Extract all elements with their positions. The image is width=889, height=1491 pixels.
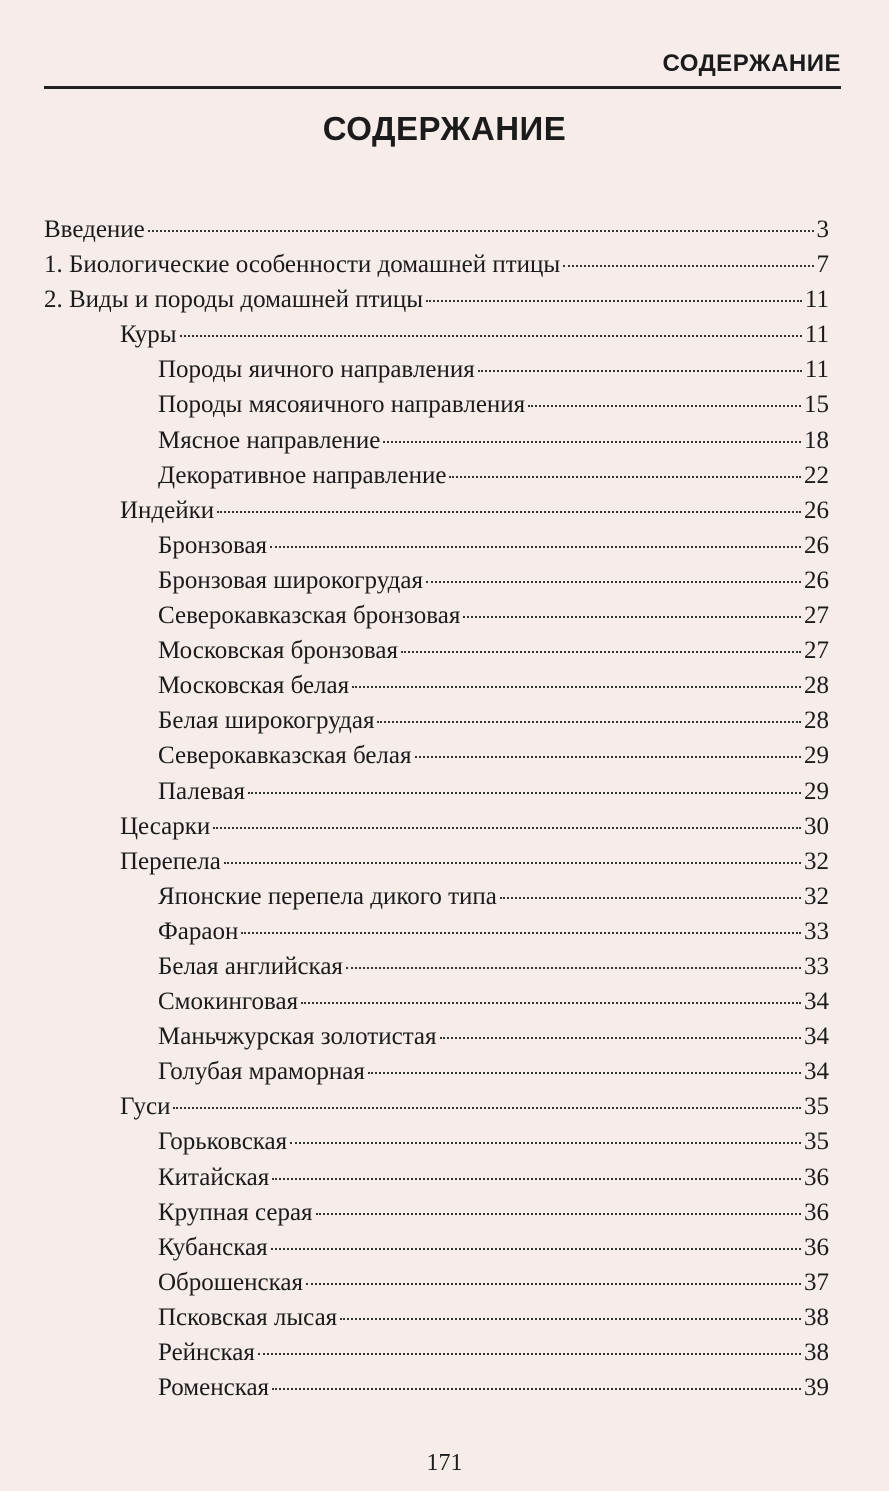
dot-leader: [340, 1318, 801, 1320]
dot-leader: [415, 756, 801, 758]
toc-entry-label: Оброшенская: [158, 1268, 303, 1296]
toc-entry: [44, 738, 829, 773]
toc-entry-label: Белая широкогрудая: [158, 707, 375, 735]
toc-entry: [44, 1160, 829, 1195]
toc-entry: [44, 282, 829, 317]
toc-entry-page: 28: [804, 672, 829, 700]
toc-entry-page: 11: [804, 286, 829, 314]
toc-entry-label: Декоративное направление: [158, 461, 447, 489]
toc-entry: [44, 879, 829, 914]
dot-leader: [500, 897, 801, 899]
toc-entry-label: Псковская лысая: [158, 1303, 338, 1331]
dot-leader: [383, 441, 801, 443]
dot-leader: [272, 1178, 801, 1180]
dot-leader: [258, 1353, 801, 1355]
toc-entry: [44, 949, 829, 984]
toc-entry: [44, 528, 829, 563]
toc-entry-label: Горьковская: [158, 1128, 288, 1156]
toc-entry-label: Индейки: [120, 496, 215, 524]
toc-entry-page: 30: [804, 812, 829, 840]
dot-leader: [463, 616, 801, 618]
page-title: СОДЕРЖАНИЕ: [322, 110, 567, 147]
toc-entry-page: 28: [804, 707, 829, 735]
dot-leader: [316, 1213, 801, 1215]
dot-leader: [290, 1142, 801, 1144]
dot-leader: [173, 1107, 801, 1109]
dot-leader: [352, 686, 801, 688]
toc-entry-page: 26: [804, 566, 829, 594]
running-head: СОДЕРЖАНИЕ: [662, 50, 841, 77]
toc-entry-label: Цесарки: [120, 812, 211, 840]
toc-entry-label: 1. Биологические особенности домашней птицы: [44, 251, 561, 279]
toc-entry-page: 33: [804, 952, 829, 980]
toc-entry-label: Северокавказская белая: [158, 742, 412, 770]
toc-entry-page: 29: [804, 742, 829, 770]
toc-entry-label: Смокинговая: [158, 988, 299, 1016]
toc-entry-label: Китайская: [158, 1163, 270, 1191]
toc-entry: [44, 844, 829, 879]
toc-entry-label: Фараон: [158, 917, 239, 945]
dot-leader: [306, 1283, 801, 1285]
toc-entry-label: Рейнская: [158, 1339, 255, 1366]
toc-entry-label: Мясное направление: [158, 426, 381, 454]
toc-entry: [44, 809, 829, 844]
toc-entry: [44, 1335, 829, 1370]
toc-entry: [44, 387, 829, 422]
toc-entry-label: Московская бронзовая: [158, 637, 398, 665]
toc-entry-label: Кубанская: [158, 1233, 268, 1261]
dot-leader: [224, 862, 801, 864]
table-of-contents: [44, 212, 829, 1405]
dot-leader: [426, 300, 802, 302]
toc-entry: [44, 1265, 829, 1300]
dot-leader: [248, 792, 801, 794]
dot-leader: [301, 1002, 801, 1004]
toc-entry: [44, 247, 829, 282]
toc-entry: [44, 317, 829, 352]
toc-entry-label: Бронзовая широкогрудая: [158, 566, 423, 594]
toc-entry-page: 11: [804, 356, 829, 384]
dot-leader: [272, 1388, 801, 1390]
toc-entry-page: 38: [804, 1303, 829, 1331]
toc-entry-label: Породы яичного направления: [158, 356, 475, 384]
toc-entry-label: Голубая мраморная: [158, 1058, 365, 1086]
toc-entry-label: Куры: [120, 321, 177, 349]
toc-entry-label: Маньчжурская золотистая: [158, 1023, 437, 1051]
toc-entry: [44, 1195, 829, 1230]
toc-entry-page: 3: [816, 216, 829, 243]
toc-entry: [44, 633, 829, 668]
dot-leader: [148, 230, 814, 232]
toc-entry-label: Северокавказская бронзовая: [158, 602, 461, 630]
dot-leader: [271, 1248, 801, 1250]
toc-entry-page: 27: [804, 602, 829, 630]
dot-leader: [377, 721, 801, 723]
dot-leader: [426, 581, 801, 583]
dot-leader: [528, 405, 801, 407]
toc-entry: [44, 1124, 829, 1159]
toc-entry: [44, 493, 829, 528]
toc-entry-page: 34: [804, 1058, 829, 1086]
toc-entry-page: 34: [804, 1023, 829, 1051]
dot-leader: [346, 967, 801, 969]
toc-entry: [44, 1019, 829, 1054]
toc-entry-label: Перепела: [120, 847, 221, 875]
toc-entry: [44, 774, 829, 809]
toc-entry: [44, 703, 829, 738]
toc-entry-page: 29: [804, 777, 829, 805]
toc-entry: [44, 1230, 829, 1265]
toc-entry-page: 27: [804, 637, 829, 665]
toc-entry-page: 39: [804, 1374, 829, 1402]
toc-entry-label: Роменская: [158, 1374, 270, 1402]
toc-entry-label: Крупная серая: [158, 1198, 313, 1226]
toc-entry-page: 37: [804, 1268, 829, 1296]
dot-leader: [368, 1072, 801, 1074]
header-rule: [44, 86, 841, 89]
dot-leader: [401, 651, 801, 653]
dot-leader: [213, 827, 801, 829]
dot-leader: [440, 1037, 801, 1039]
toc-entry-page: 11: [804, 321, 829, 349]
toc-entry-page: 35: [804, 1128, 829, 1156]
toc-entry: [44, 1089, 829, 1124]
toc-entry-label: Введение: [44, 216, 145, 243]
dot-leader: [449, 476, 801, 478]
toc-entry-label: Белая английская: [158, 952, 343, 980]
toc-entry-label: Гуси: [120, 1093, 171, 1121]
toc-entry-page: 36: [804, 1163, 829, 1191]
toc-entry-page: 32: [804, 882, 829, 910]
toc-entry: [44, 423, 829, 458]
toc-entry-page: 33: [804, 917, 829, 945]
toc-entry-page: 36: [804, 1198, 829, 1226]
toc-entry-label: Бронзовая: [158, 531, 268, 559]
toc-entry-page: 22: [804, 461, 829, 489]
toc-entry-label: Японские перепела дикого типа: [158, 882, 497, 910]
toc-entry: [44, 984, 829, 1019]
toc-entry-label: Московская белая: [158, 672, 350, 700]
dot-leader: [180, 335, 802, 337]
toc-entry-page: 38: [804, 1339, 829, 1366]
toc-entry: [44, 1300, 829, 1335]
toc-entry-label: 2. Виды и породы домашней птицы: [44, 286, 424, 314]
toc-entry: [44, 1054, 829, 1089]
dot-leader: [478, 370, 802, 372]
toc-entry-page: 15: [804, 391, 829, 419]
toc-entry: [44, 352, 829, 387]
toc-entry-page: 36: [804, 1233, 829, 1261]
toc-entry-page: 26: [804, 531, 829, 559]
toc-entry-page: 32: [804, 847, 829, 875]
toc-entry: [44, 598, 829, 633]
toc-entry-page: 26: [804, 496, 829, 524]
toc-entry-label: Палевая: [158, 777, 246, 805]
toc-entry-label: Породы мясояичного направления: [158, 391, 526, 419]
toc-entry: [44, 563, 829, 598]
toc-entry: [44, 914, 829, 949]
toc-entry: [44, 212, 829, 247]
dot-leader: [270, 546, 801, 548]
toc-entry: [44, 668, 829, 703]
toc-entry-page: 35: [804, 1093, 829, 1121]
toc-entry-page: 7: [816, 251, 829, 279]
dot-leader: [217, 511, 801, 513]
toc-entry: [44, 1370, 829, 1405]
toc-entry-page: 34: [804, 988, 829, 1016]
page-number: 171: [426, 1450, 463, 1476]
toc-entry: [44, 458, 829, 493]
toc-entry-page: 18: [804, 426, 829, 454]
dot-leader: [563, 265, 813, 267]
dot-leader: [241, 932, 801, 934]
